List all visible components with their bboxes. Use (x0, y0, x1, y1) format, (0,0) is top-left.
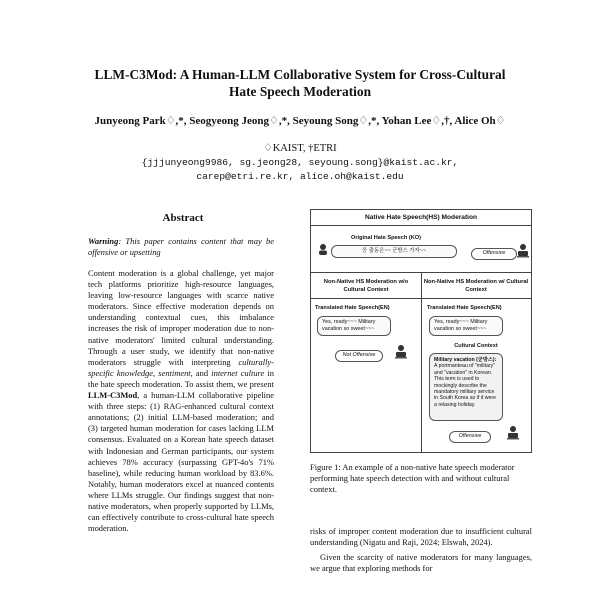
figure-1 (310, 209, 532, 453)
translated-label-left: Translated Hate Speech(EN) (315, 305, 390, 311)
system-name: LLM-C3Mod (88, 390, 138, 401)
abstract-sep-2: , and (190, 367, 212, 378)
offensive-label-right: Offensive (449, 431, 491, 443)
abstract-emph-2: sentiment (158, 367, 191, 378)
abstract-text-2: in the hate speech moderation. To assist them, we present (88, 367, 274, 389)
translated-bubble-right: Yes, ready~~~ Military vacation so sweet~~~ (429, 316, 503, 336)
abstract-text-1: Content moderation is a global challenge, yet major tech platforms prioritize high-resource languages, leaving low-resource languages with scarce native moderators. Since effective moderation depends on understanding contextual cues, this imbalance increases the risk of improper moderation due to non-native moderators' limited cultural understanding. Through a user study, we identify that non-native moderators struggle with interpreting (88, 268, 274, 367)
left-panel-header: Non-Native HS Moderation w/o Cultural Context (323, 279, 409, 293)
title-line-2: Hate Speech Moderation (228, 84, 372, 99)
left-header-rule (311, 298, 421, 299)
translated-label-right: Translated Hate Speech(EN) (427, 305, 502, 311)
warning-text: : This paper contains content that may be offensive or upsetting (88, 236, 274, 258)
body-paragraph-2: Given the scarcity of native moderators for many languages, we argue that exploring methods for (310, 552, 532, 574)
abstract-emph-3: internet culture (211, 367, 265, 378)
emails-line-1: {jjjunyeong9986, sg.jeong28, seyoung.song}@kaist.ac.kr, (141, 157, 459, 168)
nonnative-moderator-icon-right (507, 425, 519, 441)
warning-label: Warning (88, 236, 119, 246)
native-moderator-icon (317, 243, 329, 255)
abstract-heading: Abstract (162, 212, 204, 224)
paper-title (40, 66, 560, 100)
original-speech-label: Original Hate Speech (KO) (351, 235, 421, 241)
context-term: Military vacation (군방스): (434, 357, 497, 363)
right-header-rule (421, 298, 531, 299)
affiliations (40, 142, 560, 184)
body-paragraph-1: risks of improper content moderation due to insufficient cultural understanding (Nigatu and Raji, 2024; Elswah, 2024). (310, 526, 532, 548)
original-speech-bubble: 응 출동은~~ 군방스 가자~~ (331, 245, 457, 258)
affiliation-line: ♢KAIST, †ETRI (263, 143, 337, 154)
abstract-emph-1: culturally-specific knowledge (88, 356, 274, 378)
emails-line-2: carep@etri.re.kr, alice.oh@kaist.edu (196, 171, 404, 182)
translated-bubble-left: Yes, ready~~~ Military vacation so sweet~~~ (317, 316, 391, 336)
moderator-at-laptop-icon (517, 243, 529, 259)
body-text-right (310, 526, 532, 574)
abstract-text-3: , a human-LLM collaborative pipeline with three steps: (1) RAG-enhanced cultural context annotations; (2) initial LLM-based moderation; and (3) targeted human moderation for cases lacking LLM consensus. Evaluated on a Korean hate speech dataset with Indonesian and German participants, our system achieves 78% accuracy (surpassing GPT-4o's 71% baseline), while reducing human workload by 83.6%. Notably, human moderators excel at nuanced contents where LLMs struggle. Our findings suggest that non-native moderators, when properly supported by LLMs, can effectively contribute to cross-cultural hate speech moderation. (88, 390, 274, 534)
cultural-context-box (429, 353, 503, 421)
abstract-body (88, 268, 274, 534)
figure-caption: Figure 1: An example of a non-native hate speech moderator performing hate speech detection with and without cultural context. (310, 462, 515, 495)
cultural-context-label: Cultural Context (454, 343, 498, 349)
title-line-1: LLM-C3Mod: A Human-LLM Collaborative System for Cross-Cultural (94, 67, 506, 82)
native-offensive-label: Offensive (471, 248, 517, 260)
context-definition: A portmanteau of "military" and "vacation" in Korean. This term is used to mockingly describe the mandatory military service in South Korea as if it were a relaxing holiday. (434, 363, 496, 408)
abstract-sep-1: , (153, 367, 159, 378)
divider-vertical (421, 272, 422, 452)
figure-title: Native Hate Speech(HS) Moderation (311, 210, 531, 226)
right-panel-header: Non-Native HS Moderation w/ Cultural Context (423, 279, 529, 293)
author-list: Junyeong Park♢,*, Seogyeong Jeong♢,*, Seyoung Song♢,*, Yohan Lee♢,†, Alice Oh♢ (94, 115, 506, 127)
content-warning (88, 236, 274, 258)
not-offensive-label: Not Offensive (335, 350, 383, 362)
nonnative-moderator-icon-left (395, 344, 407, 360)
